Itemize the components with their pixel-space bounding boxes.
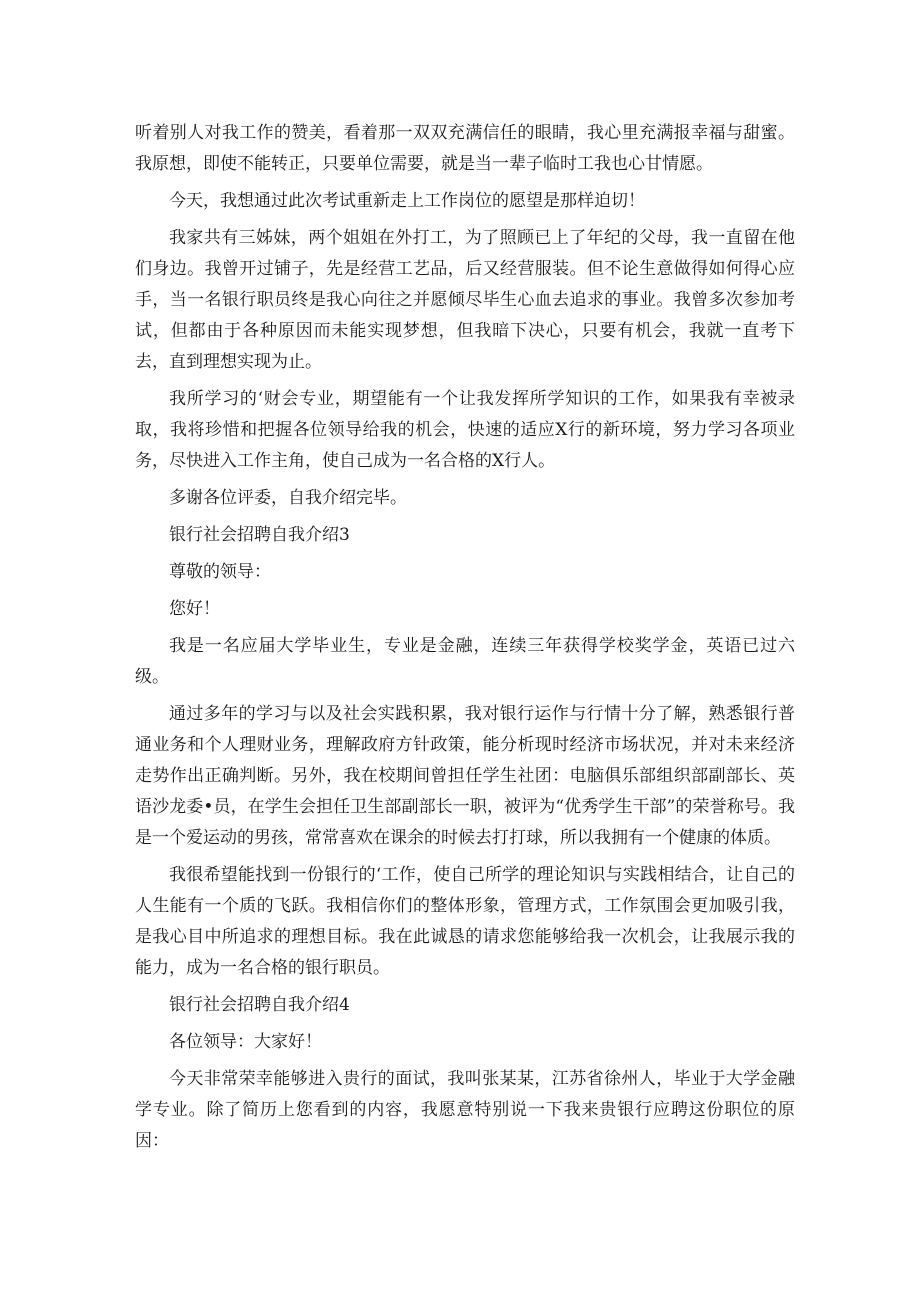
section-heading-3: 银行社会招聘自我介绍3 <box>169 525 350 545</box>
paragraph-4: 我所学习的‘财会专业，期望能有一个让我发挥所学知识的工作，如果我有幸被录取，我将珍惜和把握各位领导给我的机会，快速的适应X行的新环境，努力学习各项业务，尽快进入工作主角，使自己成为一名合格的X行人。 <box>135 389 795 471</box>
paragraph-1: 听着别人对我工作的赞美，看着那一双双充满信任的眼睛，我心里充满报幸福与甜蜜。我原想，即使不能转正，只要单位需要，就是当一辈子临时工我也心甘情愿。 <box>135 123 795 174</box>
salutation-2: 各位领导：大家好！ <box>169 1032 322 1052</box>
paragraph-3: 我家共有三姊妹，两个姐姐在外打工，为了照顾已上了年纪的父母，我一直留在他们身边。我曾开过铺子，先是经营工艺品，后又经营服装。但不论生意做得如何得心应手，当一名银行职员终是我心向往之并愿倾尽毕生心血去追求的事业。我曾多次参加考试，但都由于各种原因而未能实现梦想，但我暗下决心，只要有机会，我就一直考下去，直到理想实现为止。 <box>135 228 795 372</box>
paragraph-2: 今天，我想通过此次考试重新走上工作岗位的愿望是那样迫切！ <box>169 191 645 211</box>
document-body <box>135 118 795 1163</box>
paragraph-interview: 今天非常荣幸能够进入贵行的面试，我叫张某某，江苏省徐州人，毕业于大学金融学专业。除了简历上您看到的内容，我愿意特别说一下我来贵银行应聘这份职位的原因： <box>135 1069 795 1151</box>
greeting: 您好！ <box>169 599 220 619</box>
paragraph-intro: 我是一名应届大学毕业生，专业是金融，连续三年获得学校奖学金，英语已过六级。 <box>135 636 795 687</box>
salutation: 尊敬的领导： <box>169 562 271 582</box>
section-heading-4: 银行社会招聘自我介绍4 <box>169 995 350 1015</box>
paragraph-experience: 通过多年的学习与以及社会实践积累，我对银行运作与行情十分了解，熟悉银行普通业务和个人理财业务，理解政府方针政策，能分析现时经济市场状况，并对未来经济走势作出正确判断。另外，我在校期间曾担任学生社团：电脑俱乐部组织部副部长、英语沙龙委•员，在学生会担任卫生部副部长一职，被评为“优秀学生干部”的荣誉称号。我是一个爱运动的男孩，常常喜欢在课余的时候去打打球，所以我拥有一个健康的体质。 <box>135 704 795 848</box>
paragraph-5: 多谢各位评委，自我介绍完毕。 <box>169 488 407 508</box>
paragraph-aspiration: 我很希望能找到一份银行的‘工作，使自己所学的理论知识与实践相结合，让自己的人生能有一个质的飞跃。我相信你们的整体形象，管理方式，工作氛围会更加吸引我，是我心目中所追求的理想目标。我在此诚恳的请求您能够给我一次机会，让我展示我的能力，成为一名合格的银行职员。 <box>135 865 795 978</box>
